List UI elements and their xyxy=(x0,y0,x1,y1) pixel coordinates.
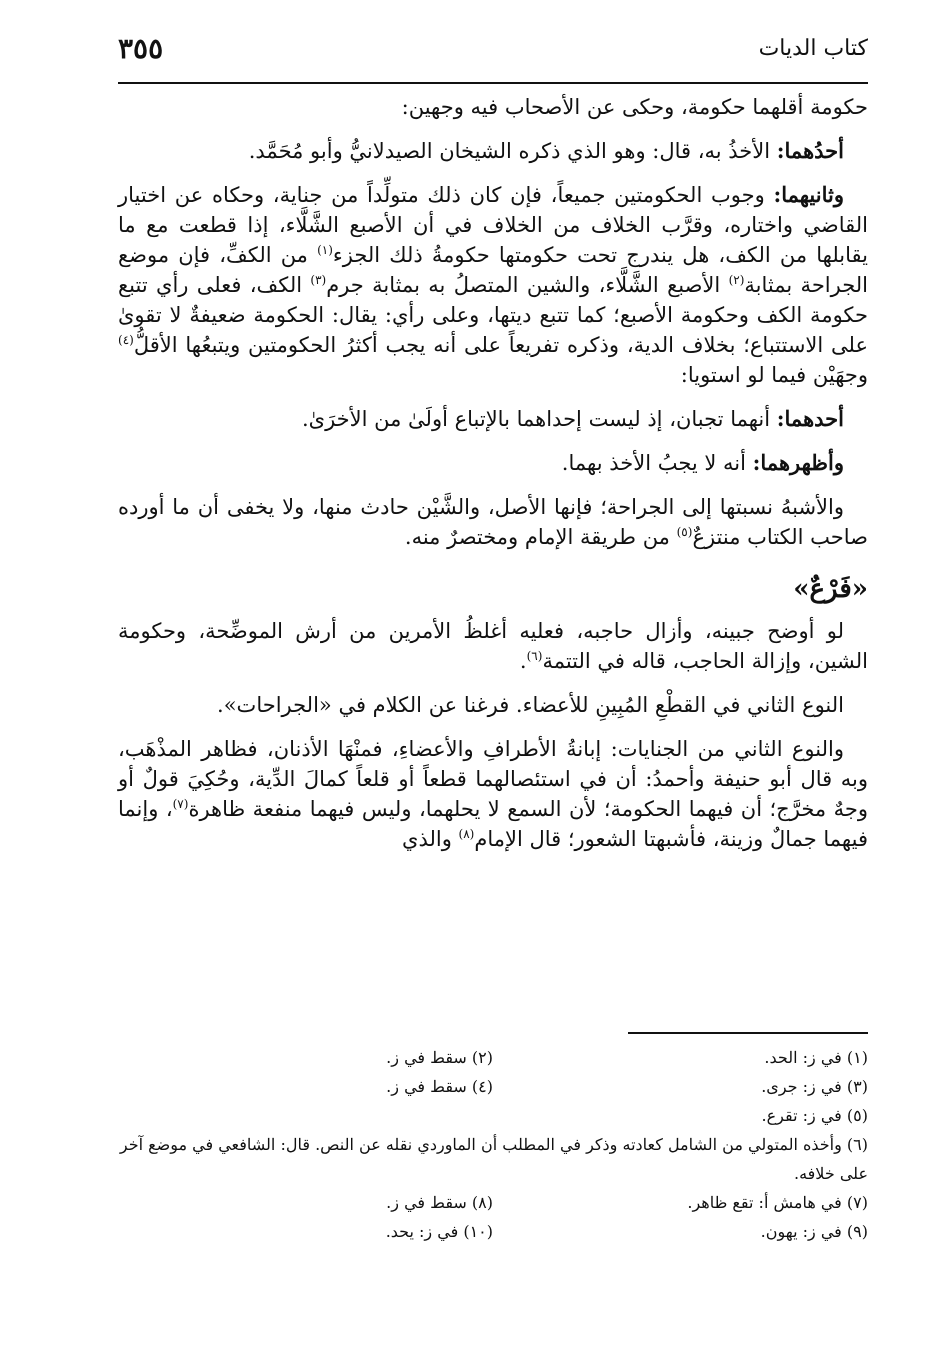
paragraph: أحدُهما: الأخذُ به، قال: وهو الذي ذكره الشيخان الصيدلانيُّ وأبو مُحَمَّد. xyxy=(248,138,844,163)
footnote: (٦) وأخذه المتولي من الشامل كعادته وذكر في المطلب أن الماوردي نقله عن النص. قال: الشافعي في موضع آخر على خلافه. xyxy=(119,1135,868,1183)
footnote-ref: (١) xyxy=(317,243,333,257)
footnote: (٥) في ز: تقرع. xyxy=(761,1106,868,1125)
opinion-label: وأظهرهما: xyxy=(752,450,844,475)
footnote-ref: (٤) xyxy=(118,333,134,347)
footnote-divider xyxy=(628,1032,868,1034)
paragraph: وأظهرهما: أنه لا يجبُ الأخذ بهما. xyxy=(561,450,844,475)
footnote-row xyxy=(118,1101,868,1130)
paragraph: والأشبهُ نسبتها إلى الجراحة؛ فإنها الأصل، والشَّيْن حادث منها، ولا يخفى أن ما أورده صاحب الكتاب منتزعٌ$^{(٥)}$ من طريقة الإمام ومختصرٌ منه. xyxy=(118,495,868,549)
footnote-row xyxy=(118,1217,868,1246)
opinion-label: أحدهما: xyxy=(776,406,844,431)
footnote-row xyxy=(118,1188,868,1217)
paragraph: وثانيهما: وجوب الحكومتين جميعاً، فإن كان ذلك متولِّداً من جناية، وحكاه عن اختيار القاضي واختاره، وقرَّب الخلاف من الخلاف في أن الأصبع الشَّلَّاء، إذا قطعت مع ما يقابلها من الكف، هل يندرج تحت حكومتها حكومةُ ذلك الجزء$^{(١)}$ من الكفِّ، فإن موضع الجراحة بمثابة$^{(٢)}$ الأصبع الشَّلَّاء، والشين المتصلُ به بمثابة جرم$^{(٣)}$ الكف، فعلى رأي تتبع حكومة الكف وحكومة الأصبع؛ كما تتبع ديتها، وعلى رأي: يقال: الحكومة ضعيفةٌ لا تقوىٰ على الاستتباع؛ بخلاف الدية، وذكره تفريعاً على أنه يجب أكثرُ الحكومتين ويتبعُها الأقلُّ$^{(٤)}$ وجهَيْن فيما لو استويا: xyxy=(118,182,869,387)
footnote: (٧) في هامش أ: تقع ظاهر. xyxy=(687,1193,868,1212)
header-divider xyxy=(118,82,868,84)
paragraph: النوع الثاني في القطْعِ المُبِينِ للأعضاء. فرغنا عن الكلام في «الجراحات». xyxy=(217,693,844,717)
footnote: (٤) سقط في ز. xyxy=(386,1077,493,1096)
footnote: (١) في ز: الحد. xyxy=(764,1048,868,1067)
footnote-row xyxy=(118,1043,868,1072)
paragraph: والنوع الثاني من الجنايات: إبانةُ الأطرافِ والأعضاءِ، فمنْهَا الأذنان، فظاهر المذْهَب، وبه قال أبو حنيفة وأحمدُ: أن في استئصالهما قطعاً أو قلعاً كمالَ الدِّية، وحُكِيَ قولٌ أو وجهٌ مخرَّج؛ أن فيهما الحكومة؛ لأن السمع لا يحلهما، وليس فيهما منفعة ظاهرة$^{(٧)}$، وإنما فيهما جمالٌ وزينة، فأشبهتا الشعور؛ قال الإمام$^{(٨)}$ والذي xyxy=(118,737,868,851)
chapter-title: كتاب الديات xyxy=(758,36,868,61)
footnotes xyxy=(118,1043,868,1246)
footnote-row xyxy=(118,1130,868,1188)
page-number: ٣٥٥ xyxy=(118,32,164,65)
footnote: (٨) سقط في ز. xyxy=(386,1193,493,1212)
footnote-ref: (٥) xyxy=(676,525,693,539)
footnote: (١٠) في ز: يحد. xyxy=(385,1222,493,1241)
opinion-label: أحدُهما: xyxy=(776,138,844,163)
opinion-label: وثانيهما: xyxy=(773,182,844,207)
footnote: (٢) سقط في ز. xyxy=(386,1048,493,1067)
footnote-ref: (٧) xyxy=(172,797,189,811)
footnote: (٩) في ز: يهون. xyxy=(760,1222,868,1241)
footnote-row xyxy=(118,1072,868,1101)
footnote-ref: (٦) xyxy=(526,649,543,663)
section-heading: «فَرْعٌ» xyxy=(793,574,868,604)
footnote-ref: (٨) xyxy=(458,827,475,841)
paragraph: لو أوضح جبينه، وأزال حاجبه، فعليه أغلظُ الأمرين من أرش الموضِّحة، وحكومة الشين، وإزالة الحاجب، قاله في التتمة$^{(٦)}$. xyxy=(118,619,868,673)
main-text xyxy=(118,92,868,868)
running-header xyxy=(118,30,868,74)
footnote: (٣) في ز: جرى. xyxy=(761,1077,868,1096)
paragraph: أحدهما: أنهما تجبان، إذ ليست إحداهما بالإتباع أولَىٰ من الأخرَىٰ. xyxy=(301,406,844,431)
footnote-ref: (٣) xyxy=(310,273,327,287)
footnote-ref: (٢) xyxy=(728,273,745,287)
paragraph: حكومة أقلهما حكومة، وحكى عن الأصحاب فيه وجهين: xyxy=(401,95,868,119)
